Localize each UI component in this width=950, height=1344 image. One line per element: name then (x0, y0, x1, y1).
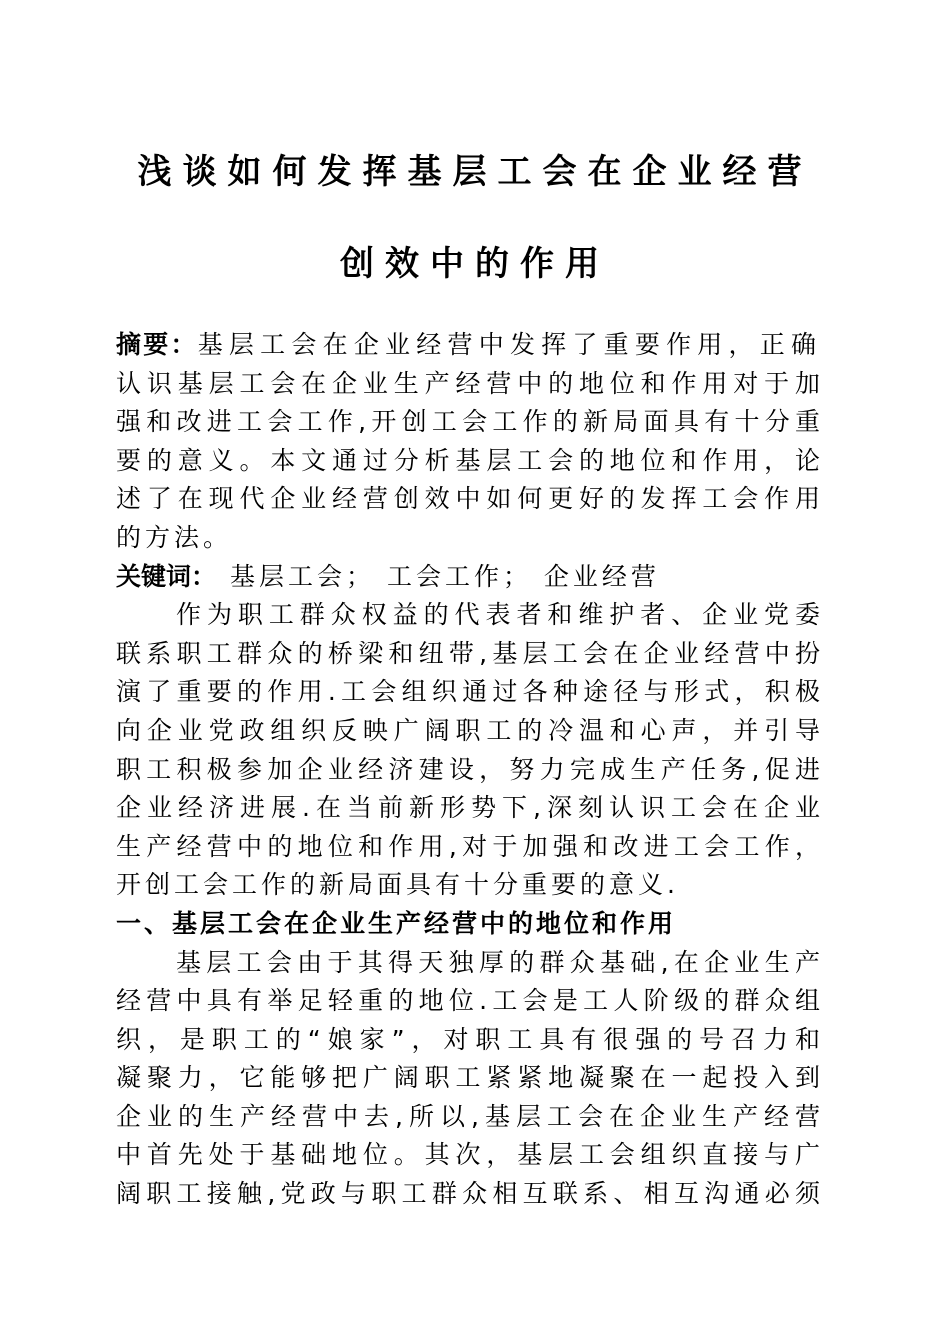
section-line: 织，是职工的“娘家”，对职工具有很强的号召力和 (116, 1024, 820, 1054)
keywords-label: 关键词： (116, 561, 217, 591)
intro-line: 职工积极参加企业经济建设，努力完成生产任务,促进 (116, 754, 820, 784)
abstract-text: 基层工会在企业经营中发挥了重要作用，正确 (197, 330, 820, 359)
intro-line: 企业经济进展.在当前新形势下,深刻认识工会在企业 (116, 793, 820, 823)
intro-line: 作为职工群众权益的代表者和维护者、企业党委 (176, 600, 820, 630)
intro-line: 演了重要的作用.工会组织通过各种途径与形式，积极 (116, 677, 820, 707)
document-title-line-2: 创效中的作用 (340, 244, 610, 284)
section-line: 中首先处于基础地位。其次，基层工会组织直接与广 (116, 1140, 820, 1170)
section-line: 凝聚力，它能够把广阔职工紧紧地凝聚在一起投入到 (116, 1063, 820, 1093)
section-line: 经营中具有举足轻重的地位.工会是工人阶级的群众组 (116, 986, 820, 1016)
intro-line: 开创工会工作的新局面具有十分重要的意义. (116, 870, 679, 900)
section-line: 企业的生产经营中去,所以,基层工会在企业生产经营 (116, 1101, 820, 1131)
section-line: 基层工会由于其得天独厚的群众基础,在企业生产 (176, 947, 820, 977)
abstract-label: 摘要： (116, 330, 198, 359)
intro-line: 联系职工群众的桥梁和纽带,基层工会在企业经营中扮 (116, 638, 820, 668)
intro-line: 向企业党政组织反映广阔职工的冷温和心声，并引导 (116, 715, 820, 745)
abstract-line: 述了在现代企业经营创效中如何更好的发挥工会作用 (116, 484, 820, 514)
document-title-line-1: 浅谈如何发挥基层工会在企业经营 (137, 152, 813, 192)
abstract-line: 的方法。 (116, 522, 233, 552)
abstract-line (116, 326, 820, 365)
section-line: 阔职工接触,党政与职工群众相互联系、相互沟通必须 (116, 1179, 820, 1209)
document-body (116, 326, 820, 1214)
abstract-line: 要的意义。本文通过分析基层工会的地位和作用，论 (116, 445, 820, 475)
section-heading: 一、基层工会在企业生产经营中的地位和作用 (116, 908, 677, 938)
abstract-line: 认识基层工会在企业生产经营中的地位和作用对于加 (116, 368, 820, 398)
intro-line: 生产经营中的地位和作用,对于加强和改进工会工作， (116, 831, 820, 861)
keywords-text: 基层工会； 工会工作； 企业经营 (230, 561, 660, 591)
abstract-line: 强和改进工会工作,开创工会工作的新局面具有十分重 (116, 407, 820, 437)
keywords-line (116, 558, 820, 597)
